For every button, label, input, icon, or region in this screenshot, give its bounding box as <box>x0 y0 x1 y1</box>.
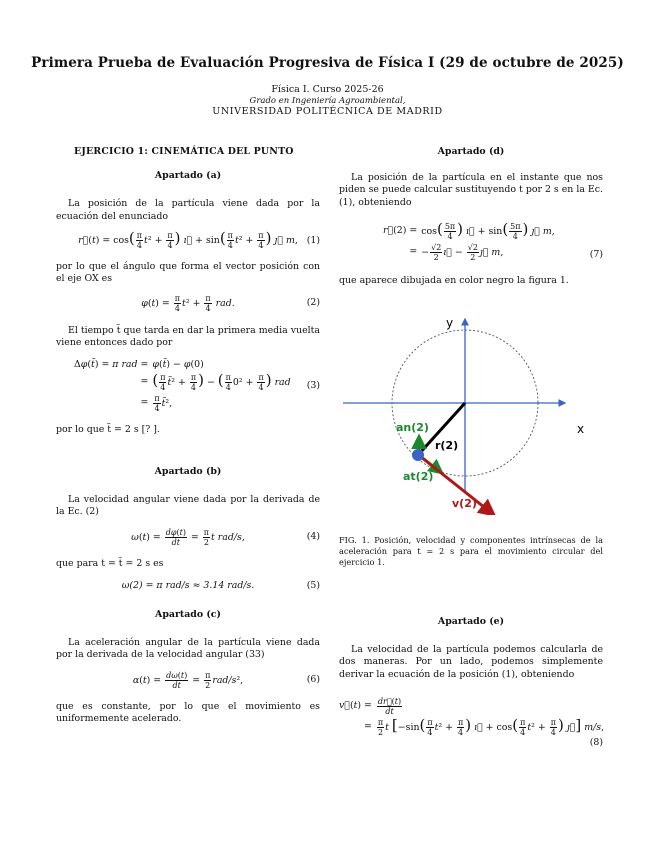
paragraph-b1: La velocidad angular viene dada por la derivada de la Ec. (2) <box>56 494 320 518</box>
equation-4: ω(t) = $\frac{d\varphi(t)}{dt}$ = $\frac{\pi}{2}$ t rad/s, (4) <box>131 527 320 547</box>
equation-number: (6) <box>306 674 320 686</box>
equation-number: (1) <box>306 234 320 246</box>
y-axis-label: y <box>446 316 454 331</box>
university-line: UNIVERSIDAD POLITÉCNICA DE MADRID <box>212 106 443 117</box>
paragraph-a1: La posición de la partícula viene dada por la ecuación del enunciado <box>56 198 320 222</box>
subsection-d-heading: Apartado (d) <box>437 146 505 157</box>
subsection-a-heading: Apartado (a) <box>154 170 222 182</box>
subsection-b-heading: Apartado (b) <box>154 465 222 477</box>
equation-3: Δφ(t̃) = π rad = φ(t̃) − φ(0) = ( $\frac{\pi}{4}$ t̃² + $\frac{\pi}{4}$ ) − ( $\frac{\pi}{4}$ 0² + $\frac{\pi}{4}$ ) rad = $\frac{\pi}{4}$ t̃², (3) <box>74 358 320 413</box>
course-line: Física I. Curso 2025-26 <box>271 84 384 95</box>
equation-2: φ(t) = $\frac{\pi}{4}$ t² + $\frac{\pi}{4}$ rad. (2) <box>141 293 320 313</box>
paragraph-a4: por lo que t̃ = 2 s [? ]. <box>56 423 160 435</box>
subsection-e-heading: Apartado (e) <box>437 616 505 628</box>
figure-caption: FIG. 1. Posición, velocidad y componentes intrínsecas de la aceleración para t = 2 s para el movimiento circular del ejercicio 1. <box>339 535 603 568</box>
paragraph-a3: El tiempo t̃ que tarda en dar la primera media vuelta viene entonces dado por <box>56 325 320 349</box>
equation-7: r⃗(2) = cos( $\frac{5\pi}{4}$ ) ı⃗ + sin( $\frac{5\pi}{4}$ ) ȷ⃗ m, = − $\frac{√2}{2}$ ı⃗ − $\frac{√2}{2}$ ȷ⃗ m, (7) <box>383 219 603 262</box>
equation-number: (3) <box>306 379 320 391</box>
subsection-c-heading: Apartado (c) <box>155 608 221 620</box>
equation-number: (4) <box>306 531 320 543</box>
paragraph-d1: La posición de la partícula en el instante que nos piden se puede calcular sustituyendo t por 2 s en la Ec. (1), obteniendo <box>339 172 603 208</box>
right-column <box>339 142 605 748</box>
x-axis-label: x <box>577 422 585 437</box>
left-column <box>56 142 320 726</box>
paragraph-b2: que para t = t̃ = 2 s es <box>56 558 164 570</box>
equation-1: r⃗(t) = cos( $\frac{\pi}{4}$ t² + $\frac{\pi}{4}$ ) ı⃗ + sin( $\frac{\pi}{4}$ t² + $\frac{\pi}{4}$ ) ȷ⃗ m, (1) <box>78 229 320 251</box>
label-at: at(2) <box>403 470 434 484</box>
paragraph-e1: La velocidad de la partícula podemos calcularla de dos maneras. Por un lado, podemos simplemente derivar la ecuación de la posición (1), obteniendo <box>339 644 603 680</box>
paragraph-c2: que es constante, por lo que el movimiento es uniformemente acelerado. <box>56 701 320 725</box>
paper-title: Primera Prueba de Evaluación Progresiva de Física I (29 de octubre de 2025) <box>31 55 624 71</box>
label-an: an(2) <box>396 421 429 435</box>
equation-number: (7) <box>589 248 603 260</box>
equation-number: (8) <box>589 736 603 748</box>
equation-5: ω(2) = π rad/s ≈ 3.14 rad/s. (5) <box>121 579 320 591</box>
degree-line: Grado en Ingeniería Agroambiental, <box>249 96 406 106</box>
paragraph-a2: por lo que el ángulo que forma el vector posición con el eje OX es <box>56 260 320 285</box>
particle-marker <box>412 449 424 461</box>
equation-number: (2) <box>306 297 320 309</box>
label-r: r(2) <box>435 439 459 453</box>
equation-6: α(t) = $\frac{d\omega(t)}{dt}$ = $\frac{\pi}{2}$ rad/s², (6) <box>132 670 320 690</box>
paragraph-c1: La aceleración angular de la partícula viene dada por la derivada de la velocidad angular (33) <box>56 636 320 661</box>
paragraph-d2: que aparece dibujada en color negro la figura 1. <box>339 274 569 286</box>
equation-number: (5) <box>306 579 320 591</box>
label-v: v(2) <box>452 497 477 511</box>
section-heading: EJERCICIO 1: CINEMÁTICA DEL PUNTO <box>74 146 294 157</box>
equation-8: v⃗(t) = $\frac{dr⃗(t)}{dt}$ = $\frac{\pi}{2}$ t [−sin( $\frac{\pi}{4}$ t² + $\frac{\pi}{4}$ ) ı⃗ + cos( $\frac{\pi}{4}$ t² + $\frac{\pi}{4}$ ) ȷ⃗] m/s, (8) <box>339 696 605 748</box>
figure-1 <box>339 295 603 515</box>
